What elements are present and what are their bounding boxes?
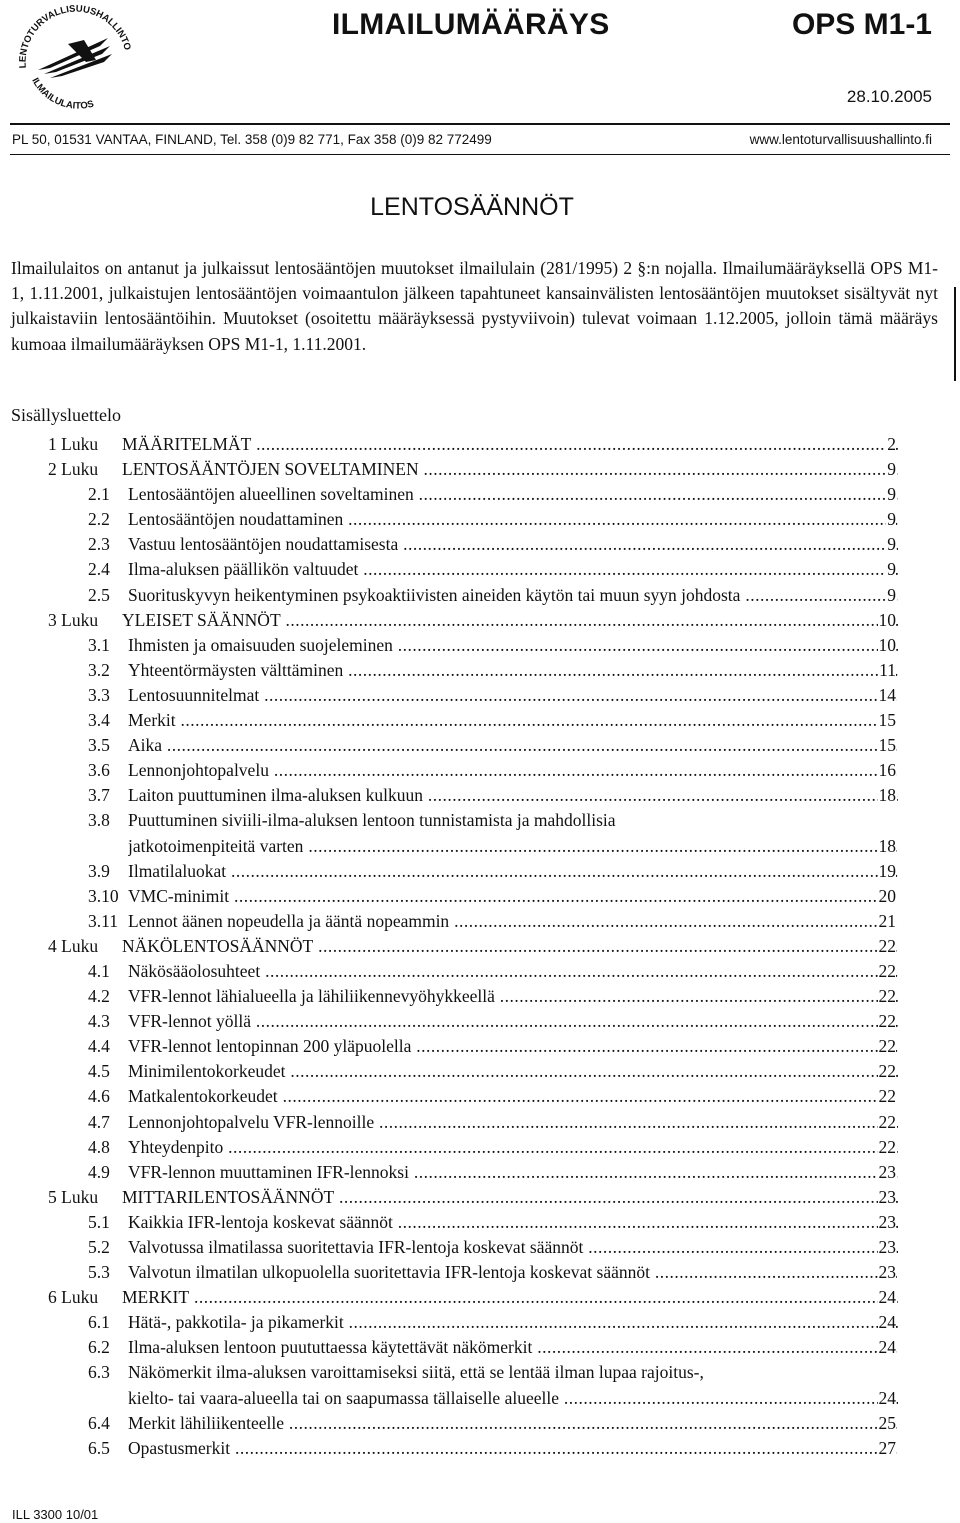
toc-entry-number: 4.6 bbox=[88, 1086, 110, 1107]
toc-entry-page: 23 bbox=[878, 1185, 897, 1210]
toc-entry-page: 24 bbox=[878, 1335, 897, 1360]
toc-entry-title: YLEISET SÄÄNNÖT ..... bbox=[122, 608, 898, 633]
toc-entry[interactable] bbox=[0, 859, 960, 884]
regulation-code: OPS M1-1 bbox=[791, 8, 932, 41]
toc-entry-number: 2.5 bbox=[88, 584, 110, 605]
toc-entry[interactable] bbox=[0, 608, 960, 633]
toc-entry-title: VMC-minimit ..... bbox=[128, 884, 898, 909]
toc-entry-title: Kaikkia IFR-lentoja koskevat säännöt ..... bbox=[128, 1210, 898, 1235]
toc-entry-page: 9 bbox=[886, 482, 896, 507]
toc-entry-page: 18 bbox=[878, 834, 897, 859]
toc-entry-page: 21 bbox=[878, 909, 897, 934]
toc-entry-page: 9 bbox=[886, 583, 896, 608]
toc-entry-number: 6 Luku bbox=[48, 1287, 99, 1308]
toc-entry-title: Näkösääolosuhteet ..... bbox=[128, 959, 898, 984]
toc-entry-number: 4 Luku bbox=[48, 935, 99, 956]
toc-heading: Sisällysluettelo bbox=[11, 405, 121, 425]
toc-entry[interactable] bbox=[0, 1135, 960, 1160]
document-title: ILMAILUMÄÄRÄYS bbox=[332, 8, 610, 41]
toc-entry-page: 14 bbox=[878, 683, 897, 708]
toc-entry-page: 24 bbox=[878, 1386, 897, 1411]
toc-entry-page: 15 bbox=[878, 733, 897, 758]
intro-paragraph: Ilmailulaitos on antanut ja julkaissut lentosääntöjen muutokset ilmailulain (281/1995) 2 §:n nojalla. Ilmailumääräyksellä OPS M1-1, 1.11.2001, julkaistujen lentosääntöjen voimaantulon jälkeen tapahtuneet kansainvälisten lentosääntöjen muutokset sisältyvät nyt julkaistaviin lentosääntöihin. Muutokset (osoitettu määräyksessä pystyviivoin) tulevat voimaan 1.12.2005, jolloin tämä määräys kumoaa ilmailumääräyksen OPS M1-1, 1.11.2001. bbox=[11, 258, 938, 354]
toc-entry-number: 6.4 bbox=[88, 1412, 110, 1433]
toc-entry-page: 9 bbox=[886, 532, 896, 557]
toc-entry-number: 6.3 bbox=[88, 1362, 110, 1383]
toc-entry-page: 10 bbox=[878, 608, 897, 633]
toc-entry-page: 22 bbox=[878, 984, 897, 1009]
toc-entry[interactable] bbox=[0, 482, 960, 507]
toc-entry-title: Laiton puuttuminen ilma-aluksen kulkuun ..... bbox=[128, 783, 898, 808]
toc-entry-title: Lentosuunnitelmat ..... bbox=[128, 683, 898, 708]
toc-entry-page: 25 bbox=[878, 1411, 897, 1436]
toc-entry-title: Valvotussa ilmatilassa suoritettavia IFR-lentoja koskevat säännöt ..... bbox=[128, 1235, 898, 1260]
toc-entry[interactable] bbox=[0, 1260, 960, 1285]
toc-entry[interactable] bbox=[0, 507, 960, 532]
toc-entry-title: LENTOSÄÄNTÖJEN SOVELTAMINEN ..... bbox=[122, 457, 898, 482]
toc-entry[interactable] bbox=[0, 1034, 960, 1059]
toc-entry-page: 11 bbox=[878, 658, 896, 683]
toc-entry-title: Minimilentokorkeudet ..... bbox=[128, 1059, 898, 1084]
toc-entry-number: 3.5 bbox=[88, 735, 110, 756]
header-rule-top bbox=[10, 123, 950, 125]
agency-logo bbox=[10, 0, 138, 112]
toc-entry-number: 3.1 bbox=[88, 634, 110, 655]
change-bar bbox=[954, 287, 956, 381]
toc-entry-number: 4.7 bbox=[88, 1111, 110, 1132]
toc-entry-title: Opastusmerkit ..... bbox=[128, 1436, 898, 1461]
toc-entry[interactable] bbox=[0, 658, 960, 683]
logo-text-bottom: ILMAILULAITOS bbox=[29, 76, 96, 112]
toc-entry[interactable] bbox=[0, 1160, 960, 1185]
header-rule-bottom bbox=[10, 154, 950, 155]
section-title: LENTOSÄÄNNÖT bbox=[370, 193, 574, 221]
toc-entry-page: 23 bbox=[878, 1235, 897, 1260]
toc-entry[interactable] bbox=[0, 959, 960, 984]
toc-entry-page: 27 bbox=[878, 1436, 897, 1461]
toc-entry-number: 2.3 bbox=[88, 534, 110, 555]
toc-entry-title: VFR-lennon muuttaminen IFR-lennoksi ..... bbox=[128, 1160, 898, 1185]
toc-entry-title: MITTARILENTOSÄÄNNÖT ..... bbox=[122, 1185, 898, 1210]
toc-entry-title: Matkalentokorkeudet ..... bbox=[128, 1084, 898, 1109]
toc-entry[interactable] bbox=[0, 884, 960, 909]
toc-entry-number: 3.8 bbox=[88, 810, 110, 831]
toc-entry[interactable] bbox=[0, 984, 960, 1009]
toc-entry-page: 23 bbox=[878, 1260, 897, 1285]
toc-entry-number: 4.4 bbox=[88, 1036, 110, 1057]
toc-entry[interactable] bbox=[0, 1110, 960, 1135]
toc-entry[interactable] bbox=[0, 1009, 960, 1034]
toc-entry-title: Näkömerkit ilma-aluksen varoittamiseksi siitä, että se lentää ilman lupaa rajoitus-, bbox=[128, 1362, 704, 1383]
toc-entry-title: Valvotun ilmatilan ulkopuolella suoritettavia IFR-lentoja koskevat säännöt ..... bbox=[128, 1260, 898, 1285]
toc-entry[interactable] bbox=[0, 1335, 960, 1360]
toc-entry-page: 22 bbox=[878, 1135, 897, 1160]
toc-entry[interactable] bbox=[0, 733, 960, 758]
toc-entry[interactable] bbox=[0, 1084, 960, 1109]
toc-entry-page: 23 bbox=[878, 1160, 897, 1185]
toc-entry-page: 22 bbox=[878, 1009, 897, 1034]
logo-text-top: LENTOTURVALLISUUSHALLINTO bbox=[17, 3, 133, 69]
toc-entry-title: Aika ..... bbox=[128, 733, 898, 758]
toc-entry-title: Merkit lähiliikenteelle ..... bbox=[128, 1411, 898, 1436]
toc-entry-number: 6.2 bbox=[88, 1337, 110, 1358]
toc-entry-title: Lennonjohtopalvelu VFR-lennoille ..... bbox=[128, 1110, 898, 1135]
toc-entry-number: 2.2 bbox=[88, 509, 110, 530]
toc-entry-number: 3.3 bbox=[88, 684, 110, 705]
toc-entry[interactable] bbox=[0, 633, 960, 658]
toc-entry-page: 9 bbox=[886, 457, 896, 482]
toc-entry-title: Lennonjohtopalvelu ..... bbox=[128, 758, 898, 783]
toc-entry-title: Suorituskyvyn heikentyminen psykoaktiivisten aineiden käytön tai muun syyn johdosta ..... bbox=[128, 583, 898, 608]
toc-entry-title: kielto- tai vaara-alueella tai on saapumassa tällaiselle alueelle ..... bbox=[128, 1386, 898, 1411]
toc-entry-page: 9 bbox=[886, 557, 896, 582]
toc-entry-title: MERKIT ..... bbox=[122, 1285, 898, 1310]
toc-entry-page: 19 bbox=[878, 859, 897, 884]
svg-text:LENTOTURVALLISUUSHALLINTO bbox=[18, 4, 133, 69]
toc-entry-number: 1 Luku bbox=[48, 434, 99, 454]
toc-entry[interactable] bbox=[0, 683, 960, 708]
toc-entry-title: VFR-lennot lähialueella ja lähiliikennevyöhykkeellä ..... bbox=[128, 984, 898, 1009]
toc-entry-number: 3.4 bbox=[88, 710, 110, 731]
toc-entry-number: 2.4 bbox=[88, 559, 110, 580]
toc-entry[interactable] bbox=[0, 1285, 960, 1310]
toc-entry-number: 2.1 bbox=[88, 484, 110, 505]
toc-entry-title: Yhteydenpito ..... bbox=[128, 1135, 898, 1160]
toc-entry[interactable] bbox=[0, 783, 960, 808]
toc-entry-title: Ilmatilaluokat ..... bbox=[128, 859, 898, 884]
toc-entry[interactable] bbox=[0, 1185, 960, 1210]
toc-entry-title: Ilma-aluksen lentoon puututtaessa käytettävät näkömerkit ..... bbox=[128, 1335, 898, 1360]
toc-entry-page: 22 bbox=[878, 1034, 897, 1059]
toc-entry[interactable] bbox=[0, 457, 960, 482]
table-of-contents bbox=[0, 432, 960, 1461]
svg-text:ILMAILULAITOS bbox=[29, 76, 95, 112]
toc-entry-number: 4.8 bbox=[88, 1136, 110, 1157]
toc-entry-page: 22 bbox=[878, 934, 897, 959]
toc-entry-page: 10 bbox=[878, 633, 897, 658]
toc-entry-title: Vastuu lentosääntöjen noudattamisesta ..... bbox=[128, 532, 898, 557]
toc-entry-number: 6.1 bbox=[88, 1312, 110, 1333]
toc-entry-number: 4.3 bbox=[88, 1011, 110, 1032]
toc-entry-title: NÄKÖLENTOSÄÄNNÖT ..... bbox=[122, 934, 898, 959]
toc-entry-number: 5.3 bbox=[88, 1262, 110, 1283]
toc-entry[interactable] bbox=[0, 1210, 960, 1235]
toc-entry-title: MÄÄRITELMÄT ..... bbox=[122, 432, 898, 457]
toc-entry-number: 4.1 bbox=[88, 960, 110, 981]
toc-entry[interactable] bbox=[0, 1411, 960, 1436]
toc-entry-number: 3.11 bbox=[88, 910, 118, 931]
toc-entry-page: 24 bbox=[878, 1310, 897, 1335]
toc-entry[interactable] bbox=[0, 1310, 960, 1335]
toc-entry[interactable] bbox=[0, 758, 960, 783]
toc-entry[interactable] bbox=[0, 432, 960, 457]
toc-entry-number: 3.2 bbox=[88, 659, 110, 680]
toc-entry-title: Yhteentörmäysten välttäminen ..... bbox=[128, 658, 898, 683]
toc-entry[interactable] bbox=[0, 532, 960, 557]
toc-entry-page: 9 bbox=[886, 507, 896, 532]
document-date: 28.10.2005 bbox=[846, 87, 932, 106]
toc-entry-number: 5.1 bbox=[88, 1211, 110, 1232]
toc-entry-title: Lentosääntöjen noudattaminen ..... bbox=[128, 507, 898, 532]
toc-entry-page: 22 bbox=[878, 1084, 897, 1109]
toc-entry[interactable] bbox=[0, 583, 960, 608]
toc-entry-title: Merkit ..... bbox=[128, 708, 898, 733]
form-code: ILL 3300 10/01 bbox=[12, 1507, 99, 1522]
toc-entry-number: 6.5 bbox=[88, 1437, 110, 1458]
toc-entry-page: 22 bbox=[878, 959, 897, 984]
toc-entry-number: 3.6 bbox=[88, 760, 110, 781]
toc-entry-number: 5.2 bbox=[88, 1237, 110, 1257]
toc-entry[interactable] bbox=[0, 1436, 960, 1461]
toc-entry-number: 3.9 bbox=[88, 860, 110, 881]
toc-entry-title: Lennot äänen nopeudella ja ääntä nopeammin ..... bbox=[128, 909, 898, 934]
toc-entry-number: 4.9 bbox=[88, 1161, 110, 1182]
toc-entry[interactable] bbox=[0, 1360, 960, 1410]
toc-entry-title: VFR-lennot lentopinnan 200 yläpuolella ..... bbox=[128, 1034, 898, 1059]
website-link[interactable]: www.lentoturvallisuushallinto.fi bbox=[749, 132, 932, 147]
toc-entry-title: Ilma-aluksen päällikön valtuudet ..... bbox=[128, 557, 898, 582]
contact-address: PL 50, 01531 VANTAA, FINLAND, Tel. 358 (0)9 82 771, Fax 358 (0)9 82 772499 bbox=[12, 132, 492, 147]
toc-entry[interactable] bbox=[0, 934, 960, 959]
toc-entry-page: 18 bbox=[878, 783, 897, 808]
toc-entry-number: 3.7 bbox=[88, 785, 110, 806]
toc-entry-title: VFR-lennot yöllä ..... bbox=[128, 1009, 898, 1034]
toc-entry[interactable] bbox=[0, 708, 960, 733]
toc-entry-title: Ihmisten ja omaisuuden suojeleminen ..... bbox=[128, 633, 898, 658]
toc-entry[interactable] bbox=[0, 909, 960, 934]
toc-entry-number: 3.10 bbox=[88, 885, 119, 906]
toc-entry-number: 4.5 bbox=[88, 1061, 110, 1082]
toc-entry-page: 23 bbox=[878, 1210, 897, 1235]
toc-entry-number: 2 Luku bbox=[48, 459, 99, 480]
toc-entry-page: 2 bbox=[886, 432, 896, 457]
toc-entry-title: Hätä-, pakkotila- ja pikamerkit ..... bbox=[128, 1310, 898, 1335]
toc-entry[interactable] bbox=[0, 1235, 960, 1260]
toc-entry-number: 4.2 bbox=[88, 986, 110, 1007]
toc-entry-page: 24 bbox=[878, 1285, 897, 1310]
toc-entry-number: 5 Luku bbox=[48, 1186, 99, 1207]
toc-entry-number: 3 Luku bbox=[48, 609, 99, 630]
toc-entry[interactable] bbox=[0, 808, 960, 858]
toc-entry[interactable] bbox=[0, 1059, 960, 1084]
toc-entry-page: 20 bbox=[878, 884, 897, 909]
toc-entry-page: 16 bbox=[878, 758, 897, 783]
toc-entry-title: jatkotoimenpiteitä varten ..... bbox=[128, 834, 898, 859]
toc-entry-title: Puuttuminen siviili-ilma-aluksen lentoon tunnistamista ja mahdollisia bbox=[128, 810, 616, 831]
toc-entry-page: 15 bbox=[878, 708, 897, 733]
toc-entry-page: 22 bbox=[878, 1059, 897, 1084]
toc-entry[interactable] bbox=[0, 557, 960, 582]
toc-entry-page: 22 bbox=[878, 1110, 897, 1135]
toc-entry-title: Lentosääntöjen alueellinen soveltaminen ..... bbox=[128, 482, 898, 507]
